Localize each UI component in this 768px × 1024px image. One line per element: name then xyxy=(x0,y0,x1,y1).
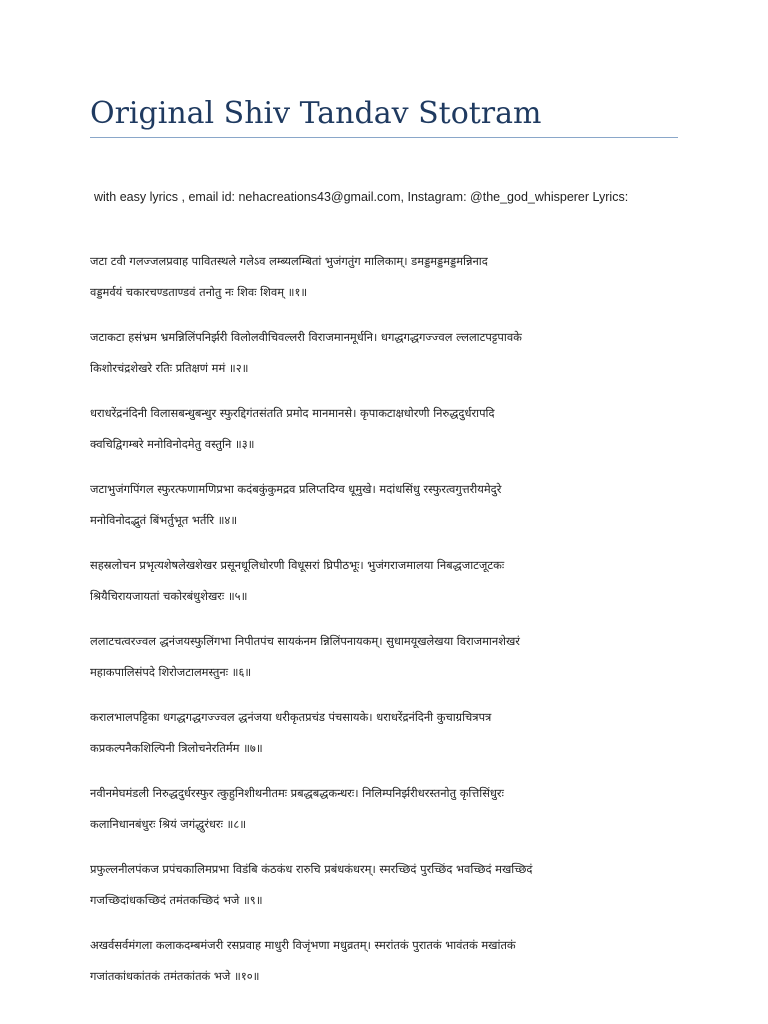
verse-line: कप्रकल्पनैकशिल्पिनी त्रिलोचनेरतिर्मम ॥७॥ xyxy=(90,741,263,755)
verse-4 xyxy=(90,474,690,536)
verse-1 xyxy=(90,246,690,308)
verse-line: जटा टवी गलज्जलप्रवाह पावितस्थले गलेऽव लम्ब्यलम्बितां भुजंगतुंग मालिकाम्‌। डमड्डमड्डमड्डमन्निनाद xyxy=(90,254,488,268)
verse-6 xyxy=(90,626,690,688)
verse-line: गजच्छिदांधकच्छिदं तमंतकच्छिदं भजे ॥९॥ xyxy=(90,893,263,907)
verse-line: सहस्रलोचन प्रभृत्यशेषलेखशेखर प्रसूनधूलिधोरणी विधूसरां घ्रिपीठभूः। भुजंगराजमालया निबद्धजाटजूटकः xyxy=(90,558,505,572)
verse-line: वड्डमर्वयं चकारचण्डताण्डवं तनोतु नः शिवः शिवम्‌ ॥१॥ xyxy=(90,285,308,299)
verse-line: महाकपालिसंपदे शिरोजटालमस्तुनः ॥६॥ xyxy=(90,665,252,679)
subtitle-text: with easy lyrics , email id: nehacreations43@gmail.com, Instagram: @the_god_whisperer Lyrics: xyxy=(94,190,629,204)
verse-line: जटाभुजंगपिंगल स्फुरत्फणामणिप्रभा कदंबकुंकुमद्रव प्रलिप्तदिग्व धूमुखे। मदांधसिंधु रस्फुरत्वगुत्तरीयमेदुरे xyxy=(90,482,502,496)
verse-7 xyxy=(90,702,690,764)
verse-10 xyxy=(90,930,690,992)
verse-list xyxy=(90,246,690,1006)
verse-line: प्रफुल्लनीलपंकज प्रपंचकालिमप्रभा विडंबि कंठकंध रारुचि प्रबंधकंधरम्‌। स्मरच्छिदं पुरच्छिंद भवच्छिदं मखच्छिदं xyxy=(90,862,533,876)
page-title: Original Shiv Tandav Stotram xyxy=(90,96,542,131)
verse-line: धराधरेंद्रनंदिनी विलासबन्धुबन्धुर स्फुरद्दिगंतसंतति प्रमोद मानमानसे। कृपाकटाक्षधोरणी निरुद्धदुर्धरापदि xyxy=(90,406,495,420)
verse-line: नवीनमेघमंडली निरुद्धदुर्धरस्फुर त्कुहुनिशीथनीतमः प्रबद्धबद्धकन्धरः। निलिम्पनिर्झरीधरस्तनोतु कृत्तिसिंधुरः xyxy=(90,786,504,800)
verse-line: श्रियैचिरायजायतां चकोरबंधुशेखरः ॥५॥ xyxy=(90,589,248,603)
verse-line: कलानिधानबंधुरः श्रियं जगंद्धुरंधरः ॥८॥ xyxy=(90,817,247,831)
verse-line: ललाटचत्वरज्वल द्धनंजयस्फुलिंगभा निपीतपंच सायकंनम न्निलिंपनायकम्‌। सुधामयूखलेखया विराजमानशेखरं xyxy=(90,634,520,648)
verse-2 xyxy=(90,322,690,384)
title-underline xyxy=(90,137,678,138)
verse-line: जटाकटा हसंभ्रम भ्रमन्निलिंपनिर्झरी विलोलवीचिवल्लरी विराजमानमूर्धनि। धगद्धगद्धगज्ज्वल ल्ललाटपट्टपावके xyxy=(90,330,522,344)
verse-line: किशोरचंद्रशेखरे रतिः प्रतिक्षणं ममं ॥२॥ xyxy=(90,361,249,375)
verse-line: मनोविनोदद्भुतं बिंभर्तुभूत भर्तरि ॥४॥ xyxy=(90,513,238,527)
verse-8 xyxy=(90,778,690,840)
verse-line: गजांतकांधकांतकं तमंतकांतकं भजे ॥१०॥ xyxy=(90,969,260,983)
verse-5 xyxy=(90,550,690,612)
verse-3 xyxy=(90,398,690,460)
verse-line: करालभालपट्टिका धगद्धगद्धगज्ज्वल द्धनंजया धरीकृतप्रचंड पंचसायके। धराधरेंद्रनंदिनी कुचाग्रचित्रपत्र xyxy=(90,710,492,724)
verse-line: अखर्वसर्वमंगला कलाकदम्बमंजरी रसप्रवाह माधुरी विजृंभणा मधुव्रतम्‌। स्मरांतकं पुरातकं भावंतकं मखांतकं xyxy=(90,938,516,952)
verse-9 xyxy=(90,854,690,916)
verse-line: क्वचिद्विगम्बरे मनोविनोदमेतु वस्तुनि ॥३॥ xyxy=(90,437,255,451)
